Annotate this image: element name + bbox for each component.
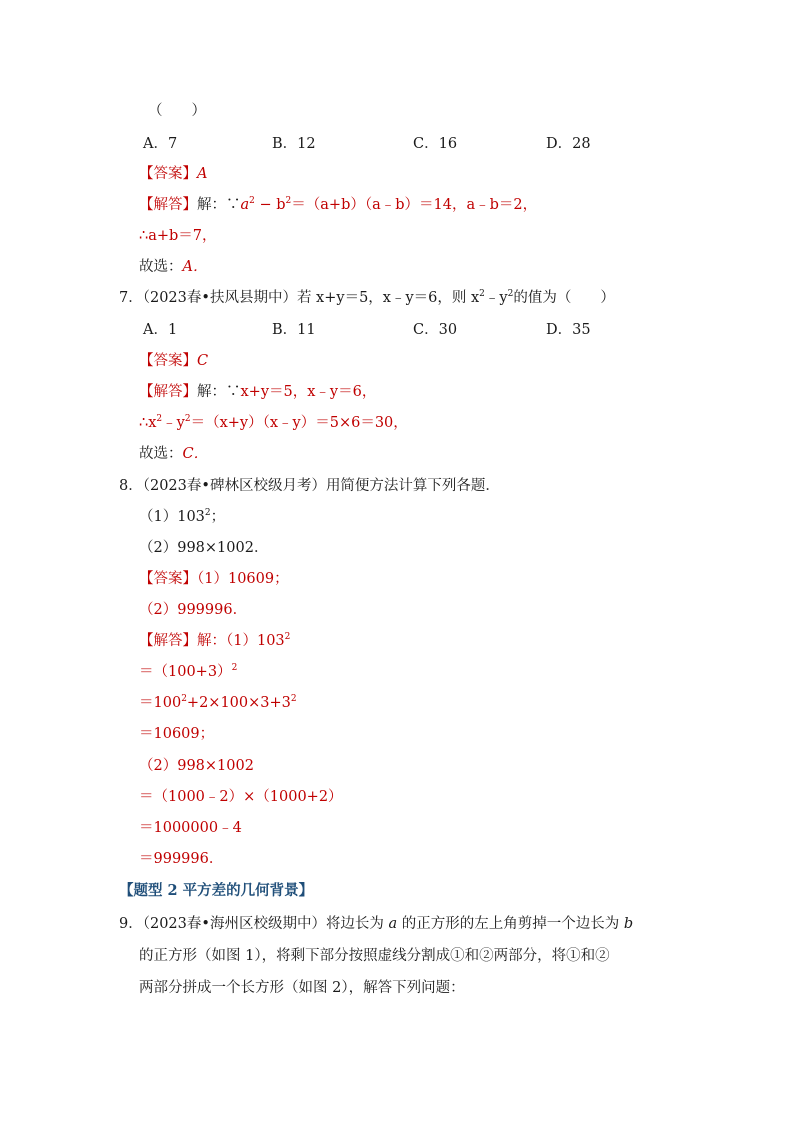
q9-text-a: （2023春•海州区校级期中）将边长为 (142, 916, 389, 932)
q9-text-b: 的正方形的左上角剪掉一个边长为 (397, 916, 624, 932)
q7-option-b: B．11 (272, 322, 316, 338)
q9-var-a: a (388, 916, 398, 932)
sol-line2-c: ＝（x+y）（x﹣y）＝5×6＝30， (190, 415, 408, 431)
sol-var: a (240, 197, 250, 213)
q7-cond: x+y＝5，x﹣y＝6，则 x (316, 290, 480, 306)
answer-value: A (197, 166, 208, 182)
q8-part1-text: （1）103 (139, 509, 205, 525)
q6-option-a: A．7 (143, 136, 178, 152)
sol-line2-b: ﹣y (162, 415, 185, 431)
q8-stem (119, 476, 500, 496)
q7-solution-line2: $\therefore x^2﹣y^2=(x+y)(x﹣y)=5\times 6=30$， (139, 414, 408, 431)
answer-tag: 【答案】 (139, 571, 197, 587)
q6-solution-line2: ∴a+b＝7， (139, 228, 217, 244)
q8-stem-text: （2023春•碑林区校级月考）用简便方法计算下列各题． (142, 478, 500, 494)
q9-number: 9． (119, 916, 143, 932)
sol-line2-a: ∴x (139, 415, 157, 431)
q8-step-7: ＝999996． (139, 851, 224, 867)
q8-part1: $(1)103^2$； (139, 508, 226, 525)
q8-part1-end: ； (210, 509, 226, 525)
q8-step-5: ＝（1000﹣2）×（1000+2） (139, 789, 343, 805)
sol-mid: − b (254, 197, 286, 213)
q7-answer (139, 351, 208, 371)
q8-solution-intro: 【解答】解：$(1)103^2$ (139, 632, 291, 649)
q6-conclusion (139, 257, 207, 277)
q6-solution-line1: 【解答】解：$\because a^2$ − $b^2=(a+b)(a﹣b)=14$，a﹣b＝2， (139, 196, 538, 213)
sol-rest: ＝（a+b）（a﹣b）＝14，a﹣b＝2， (291, 197, 538, 213)
q7-cond-end: 的值为（ ） (513, 290, 615, 306)
q6-option-c: C．16 (413, 136, 458, 152)
step-text-2: +2×100×3+3 (186, 695, 291, 711)
solution-prefix: 解：∵ (197, 384, 241, 400)
answer-tag: 【答案】 (139, 353, 197, 369)
q8-answer (139, 569, 289, 589)
solution-tag: 【解答】 (139, 633, 197, 649)
q7-option-a: A．1 (143, 322, 178, 338)
conclusion-prefix: 故选： (139, 259, 183, 275)
q7-number: 7． (119, 290, 143, 306)
q6-paren: （ ） (148, 103, 206, 119)
q7-cond-mid: ﹣y (484, 290, 508, 306)
q8-step-2: $=100^2+2\times 100\times 3+3^2$ (139, 694, 297, 711)
sol-line1: x+y＝5，x﹣y＝6， (240, 384, 377, 400)
solution-tag: 【解答】 (139, 197, 197, 213)
solution-tag: 【解答】 (139, 384, 197, 400)
conclusion-value: C． (182, 446, 209, 462)
q8-part2: （2）998×1002． (139, 540, 269, 556)
q7-option-c: C．30 (413, 322, 458, 338)
q6-option-d: D．28 (546, 136, 591, 152)
step-text: ＝（100+3） (139, 664, 232, 680)
answer-value: （1）10609； (197, 571, 289, 587)
answer-tag: 【答案】 (139, 166, 197, 182)
q7-option-d: D．35 (546, 322, 591, 338)
q6-answer (139, 164, 207, 184)
conclusion-value: A． (182, 259, 208, 275)
q9-line3: 两部分拼成一个长方形（如图 2），解答下列问题： (139, 980, 465, 996)
q8-step-6: ＝1000000﹣4 (139, 820, 242, 836)
sol-intro: 解：（1）103 (197, 633, 285, 649)
q8-answer-2: （2）999996． (139, 602, 248, 618)
q8-step-3: ＝10609； (139, 726, 215, 742)
q7-conclusion (139, 444, 208, 464)
q6-option-b: B．12 (272, 136, 316, 152)
q9-line2: 的正方形（如图 1），将剩下部分按照虚线分割成①和②两部分，将①和② (139, 948, 610, 964)
q7-stem: 7．（2023春•扶风县期中）若 x+y＝5，x﹣y＝6，则 $x^2﹣y^2$的值为（ ） (119, 289, 615, 306)
solution-prefix: 解：∵ (197, 197, 241, 213)
q7-source: （2023春•扶风县期中）若 (142, 290, 317, 306)
step-text: ＝100 (139, 695, 182, 711)
q7-solution-line1 (139, 382, 376, 402)
answer-value: C (197, 353, 209, 369)
q8-number: 8． (119, 478, 143, 494)
q9-var-b: b (623, 916, 634, 932)
q9-line1 (119, 914, 633, 934)
q8-step-4: （2）998×1002 (139, 758, 254, 774)
section-title: 【题型 2 平方差的几何背景】 (119, 882, 314, 899)
q8-step-1: $=(100+3)^2$ (139, 663, 238, 680)
conclusion-prefix: 故选： (139, 446, 183, 462)
